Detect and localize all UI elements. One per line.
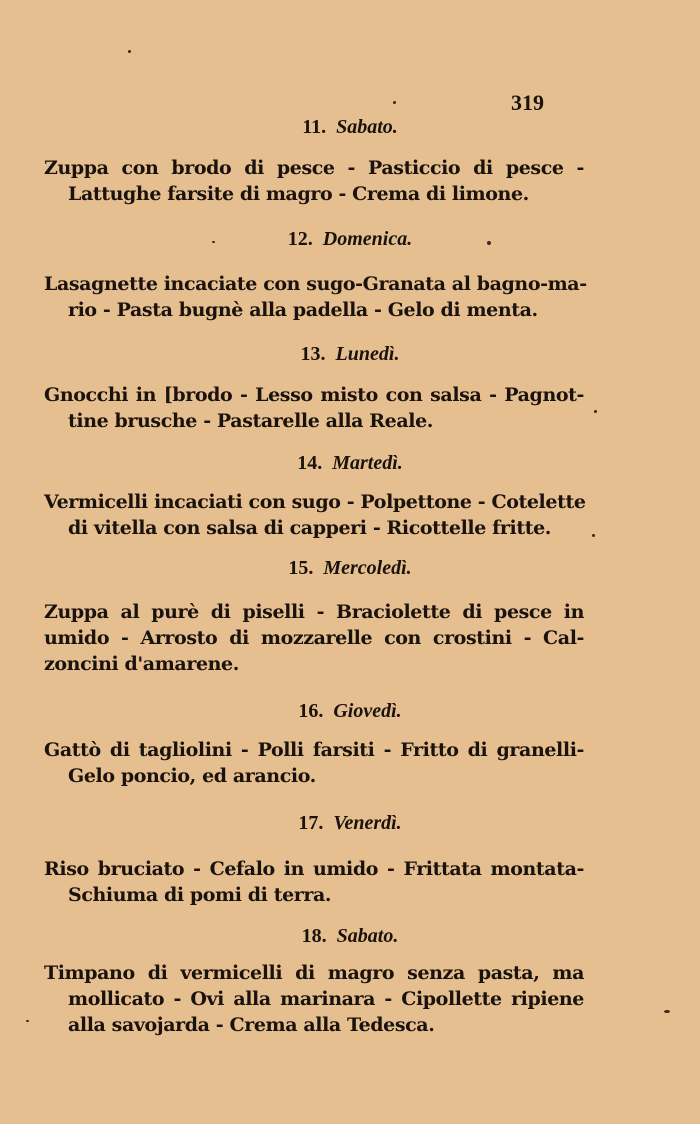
day-heading <box>0 557 700 580</box>
menu-line: Gnocchi in [brodo - Lesso misto con salsa - Pagnot- <box>44 384 584 406</box>
menu-line: mollicato - Ovi alla marinara - Cipollette ripiene <box>68 988 584 1010</box>
day-name: Sabato. <box>336 116 398 138</box>
day-name: Domenica. <box>322 228 413 250</box>
day-number: 16. <box>298 700 324 722</box>
paper-speck <box>393 101 396 104</box>
day-name: Venerdì. <box>333 812 402 834</box>
menu-line: rio - Pasta bugnè alla padella - Gelo di menta. <box>68 299 538 321</box>
menu-entry <box>44 271 587 323</box>
day-number: 18. <box>301 925 327 947</box>
page-number: 319 <box>511 90 544 115</box>
day-heading <box>0 812 700 835</box>
menu-line: di vitella con salsa di capperi - Ricottelle fritte. <box>68 517 552 539</box>
day-name: Lunedì. <box>335 343 400 365</box>
day-name: Martedì. <box>332 452 403 474</box>
menu-line: Lasagnette incaciate con sugo-Granata al bagno-ma- <box>44 273 587 295</box>
day-heading <box>0 452 700 475</box>
menu-entry <box>44 489 584 541</box>
day-heading <box>0 116 700 139</box>
day-number: 15. <box>288 557 314 579</box>
day-name: Mercoledì. <box>323 557 412 579</box>
menu-line: Zuppa con brodo di pesce - Pasticcio di pesce - <box>44 157 584 179</box>
menu-line: Schiuma di pomi di terra. <box>68 884 332 906</box>
day-number: 14. <box>297 452 323 474</box>
menu-line: tine brusche - Pastarelle alla Reale. <box>68 410 433 432</box>
menu-line: Timpano di vermicelli di magro senza pasta, ma <box>44 962 584 984</box>
day-heading <box>0 228 700 251</box>
day-number: 13. <box>300 343 326 365</box>
day-number: 11. <box>302 116 327 138</box>
menu-line: Gattò di tagliolini - Polli farsiti - Fritto di granelli- <box>44 739 584 761</box>
paper-speck <box>664 1010 670 1013</box>
day-heading <box>0 700 700 723</box>
paper-speck <box>128 50 131 53</box>
day-heading <box>0 925 700 948</box>
paper-speck <box>592 534 595 537</box>
menu-entry <box>44 737 584 789</box>
day-number: 17. <box>298 812 324 834</box>
menu-line: alla savojarda - Crema alla Tedesca. <box>68 1014 435 1036</box>
menu-line: Lattughe farsite di magro - Crema di limone. <box>68 183 529 205</box>
paper-speck <box>212 241 215 243</box>
paper-speck <box>26 1020 29 1022</box>
paper-speck <box>487 241 491 245</box>
paper-speck <box>594 410 597 413</box>
menu-entry <box>44 960 584 1038</box>
menu-line: Vermicelli incaciati con sugo - Polpettone - Cotelette <box>44 491 586 513</box>
menu-line: umido - Arrosto di mozzarelle con crostini - Cal- <box>44 627 584 649</box>
menu-line: Riso bruciato - Cefalo in umido - Frittata montata- <box>44 858 584 880</box>
day-number: 12. <box>287 228 313 250</box>
day-name: Giovedì. <box>333 700 402 722</box>
menu-entry <box>44 599 584 677</box>
menu-line: Gelo poncio, ed arancio. <box>68 765 316 787</box>
menu-entry <box>44 856 584 908</box>
day-heading <box>0 343 700 366</box>
menu-entry <box>44 382 584 434</box>
menu-entry <box>44 155 584 207</box>
menu-line: zoncini d'amarene. <box>44 653 239 675</box>
day-name: Sabato. <box>336 925 399 947</box>
menu-line: Zuppa al purè di piselli - Braciolette di pesce in <box>44 601 584 623</box>
